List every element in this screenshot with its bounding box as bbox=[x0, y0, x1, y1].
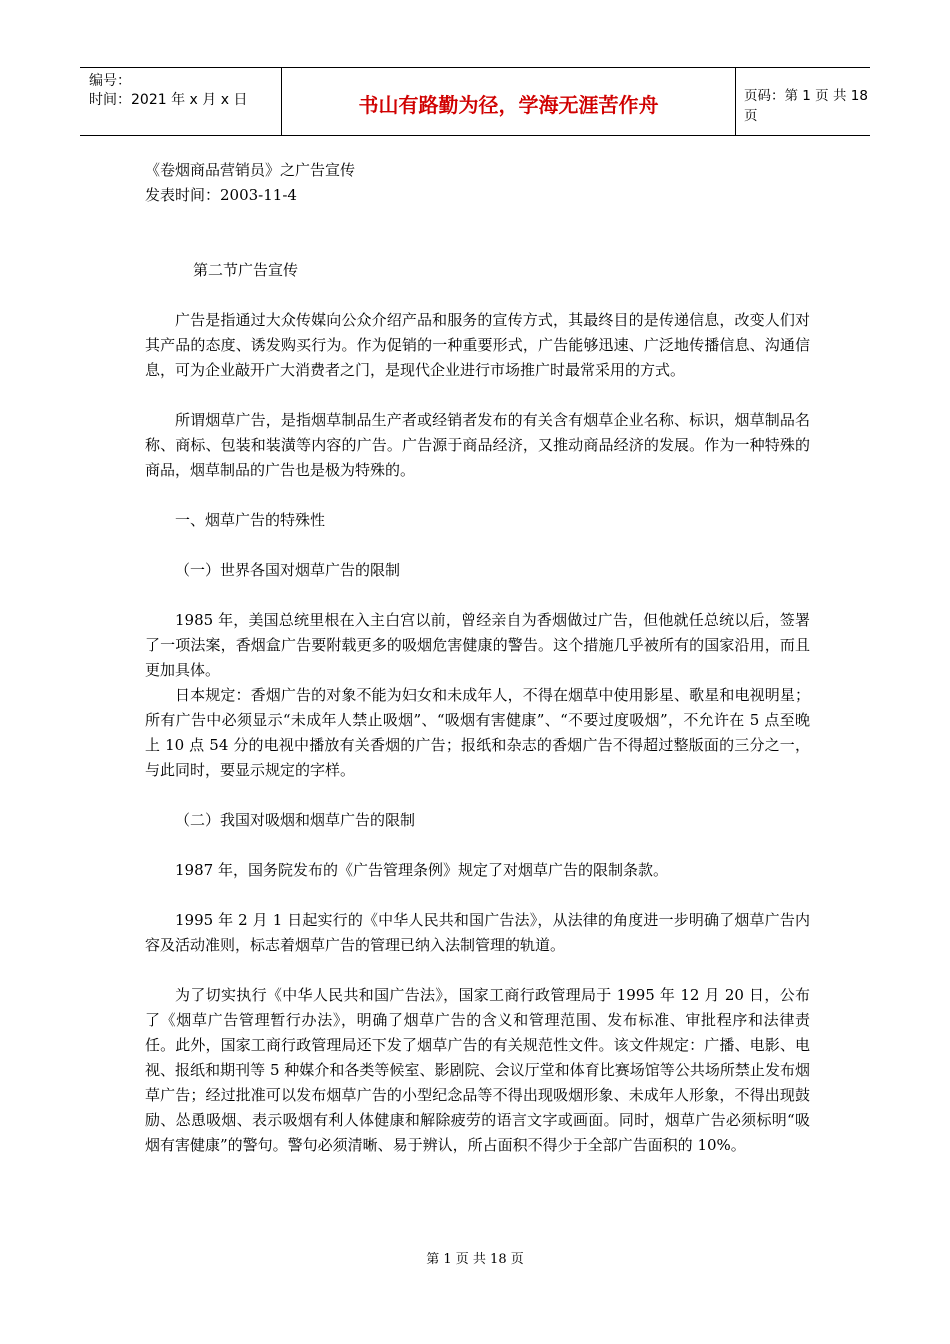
header-meta bbox=[80, 68, 282, 135]
doc-published-date: 发表时间：2003-11-4 bbox=[145, 186, 297, 204]
subsection-heading: 一、烟草广告的特殊性 bbox=[175, 511, 326, 529]
document-body bbox=[145, 158, 810, 1158]
paragraph: 1995 年 2 月 1 日起实行的《中华人民共和国广告法》，从法律的角度进一步明确了烟草广告内容及活动准则，标志着烟草广告的管理已纳入法制管理的轨道。 bbox=[145, 911, 810, 954]
header-page-label: 页码：第 1 页 共 18 页 bbox=[744, 87, 868, 124]
paragraph: 1985 年，美国总统里根在入主白宫以前，曾经亲自为香烟做过广告，但他就任总统以后，签署了一项法案，香烟盒广告要附载更多的吸烟危害健康的警告。这个措施几乎被所有的国家沿用，而且更加具体。 bbox=[145, 611, 810, 679]
doc-title: 《卷烟商品营销员》之广告宣传 bbox=[145, 161, 356, 179]
paragraph: 所谓烟草广告，是指烟草制品生产者或经销者发布的有关含有烟草企业名称、标识，烟草制品名称、商标、包装和装潢等内容的广告。广告源于商品经济，又推动商品经济的发展。作为一种特殊的商品，烟草制品的广告也是极为特殊的。 bbox=[145, 411, 810, 479]
header-motto: 书山有路勤为径，学海无涯苦作舟 bbox=[282, 68, 736, 135]
paragraph: 1987 年，国务院发布的《广告管理条例》规定了对烟草广告的限制条款。 bbox=[175, 861, 668, 879]
page-footer: 第 1 页 共 18 页 bbox=[426, 1252, 524, 1267]
paragraph: 为了切实执行《中华人民共和国广告法》，国家工商行政管理局于 1995 年 12 月 20 日，公布了《烟草广告管理暂行办法》，明确了烟草广告的含义和管理范围、发布标准、审批程序和法律责任。此外，国家工商行政管理局还下发了烟草广告的有关规范性文件。该文件规定：广播、电影、电视、报纸和期刊等 5 种媒介和各类等候室、影剧院、会议厅堂和体育比赛场馆等公共场所禁止发布烟草广告；经过批准可以发布烟草广告的小型纪念品等不得出现吸烟形象、未成年人形象，不得出现鼓励、怂恿吸烟、表示吸烟有利人体健康和解除疲劳的语言文字或画面。同时，烟草广告必须标明“吸烟有害健康”的警句。警句必须清晰、易于辨认，所占面积不得少于全部广告面积的 10%。 bbox=[145, 986, 810, 1154]
doc-number-label: 编号： bbox=[89, 73, 131, 89]
page-header bbox=[80, 67, 870, 136]
subsection-heading: （二）我国对吸烟和烟草广告的限制 bbox=[175, 811, 416, 829]
paragraph: 广告是指通过大众传媒向公众介绍产品和服务的宣传方式，其最终目的是传递信息，改变人们对其产品的态度、诱发购买行为。作为促销的一种重要形式，广告能够迅速、广泛地传播信息、沟通信息，可为企业敲开广大消费者之门，是现代企业进行市场推广时最常采用的方式。 bbox=[145, 311, 810, 379]
doc-time-label: 时间：2021 年 x 月 x 日 bbox=[89, 92, 248, 108]
paragraph: 日本规定：香烟广告的对象不能为妇女和未成年人，不得在烟草中使用影星、歌星和电视明星；所有广告中必须显示“未成年人禁止吸烟”、“吸烟有害健康”、“不要过度吸烟”，不允许在 5 点至晚上 10 点 54 分的电视中播放有关香烟的广告；报纸和杂志的香烟广告不得超过整版面的三分之一，与此同时，要显示规定的字样。 bbox=[145, 686, 810, 779]
subsection-heading: （一）世界各国对烟草广告的限制 bbox=[175, 561, 401, 579]
section-heading: 第二节广告宣传 bbox=[193, 261, 299, 279]
